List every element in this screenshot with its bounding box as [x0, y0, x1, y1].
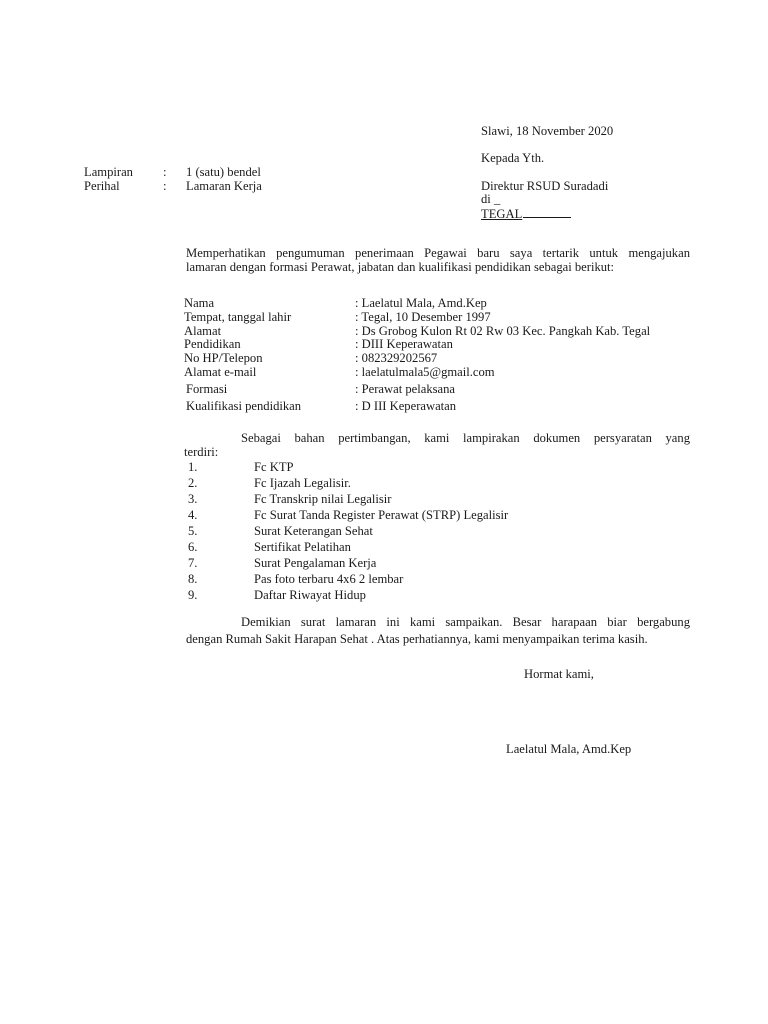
attachment-number: 5.	[188, 524, 198, 538]
lampiran-sep: :	[163, 165, 167, 179]
closing-line-1: Demikian surat lamaran ini kami sampaikan. Besar harapaan biar bergabung	[241, 615, 690, 629]
attachment-item: Daftar Riwayat Hidup	[254, 588, 366, 602]
lampiran-value: 1 (satu) bendel	[186, 165, 261, 179]
applicant-value: : laelatulmala5@gmail.com	[355, 365, 495, 379]
position-value: : Perawat pelaksana	[355, 382, 456, 396]
attachment-item: Fc Surat Tanda Register Perawat (STRP) Legalisir	[254, 508, 509, 522]
applicant-value: : DIII Keperawatan	[355, 337, 453, 351]
attachments-intro	[241, 431, 690, 445]
attachment-number: 8.	[188, 572, 198, 586]
intro-paragraph	[186, 246, 690, 274]
recipient-di: di _	[481, 192, 501, 206]
city-text: TEGAL	[481, 207, 523, 221]
attachment-number: 9.	[188, 588, 198, 602]
position-value: : D III Keperawatan	[355, 399, 457, 413]
lampiran-label: Lampiran	[84, 165, 133, 179]
applicant-label: Alamat	[184, 324, 222, 338]
applicant-value: : Ds Grobog Kulon Rt 02 Rw 03 Kec. Pangkah Kab. Tegal	[355, 324, 651, 338]
closing-paragraph	[241, 615, 690, 629]
attachment-item: Surat Pengalaman Kerja	[254, 556, 377, 570]
attachment-number: 1.	[188, 460, 198, 474]
signer-name: Laelatul Mala, Amd.Kep	[506, 742, 632, 756]
attachment-number: 7.	[188, 556, 198, 570]
perihal-sep: :	[163, 179, 167, 193]
applicant-value: : Laelatul Mala, Amd.Kep	[355, 296, 487, 310]
attachment-item: Fc KTP	[254, 460, 294, 474]
applicant-label: Nama	[184, 296, 215, 310]
attachments-intro-line-1: Sebagai bahan pertimbangan, kami lampirakan dokumen persyaratan yang	[241, 431, 690, 445]
attachment-number: 6.	[188, 540, 198, 554]
applicant-label: Tempat, tanggal lahir	[184, 310, 292, 324]
recipient: Direktur RSUD Suradadi	[481, 179, 609, 193]
position-label: Kualifikasi pendidikan	[186, 399, 302, 413]
attachment-item: Pas foto terbaru 4x6 2 lembar	[254, 572, 404, 586]
attachment-number: 2.	[188, 476, 198, 490]
closing-line-2: dengan Rumah Sakit Harapan Sehat . Atas perhatiannya, kami menyampaikan terima kasih.	[186, 632, 648, 646]
recipient-city	[481, 206, 571, 221]
perihal-label: Perihal	[84, 179, 120, 193]
attachment-item: Fc Transkrip nilai Legalisir	[254, 492, 392, 506]
applicant-label: Pendidikan	[184, 337, 241, 351]
regards: Hormat kami,	[524, 667, 594, 681]
letter-date: Slawi, 18 November 2020	[481, 124, 614, 138]
applicant-label: Alamat e-mail	[184, 365, 257, 379]
attachment-number: 3.	[188, 492, 198, 506]
perihal-value: Lamaran Kerja	[186, 179, 262, 193]
city-underline	[523, 206, 571, 218]
applicant-value: : 082329202567	[355, 351, 438, 365]
applicant-value: : Tegal, 10 Desember 1997	[355, 310, 491, 324]
intro-line-2: lamaran dengan formasi Perawat, jabatan dan kualifikasi pendidikan sebagai berikut:	[186, 260, 615, 274]
intro-line-1: Memperhatikan pengumuman penerimaan Pegawai baru saya tertarik untuk mengajukan	[186, 246, 690, 260]
position-label: Formasi	[186, 382, 228, 396]
greeting: Kepada Yth.	[481, 151, 545, 165]
applicant-label: No HP/Telepon	[184, 351, 263, 365]
attachment-item: Surat Keterangan Sehat	[254, 524, 373, 538]
attachment-number: 4.	[188, 508, 198, 522]
attachment-item: Sertifikat Pelatihan	[254, 540, 351, 554]
attachment-item: Fc Ijazah Legalisir.	[254, 476, 351, 490]
attachments-intro-line-2: terdiri:	[184, 445, 219, 459]
